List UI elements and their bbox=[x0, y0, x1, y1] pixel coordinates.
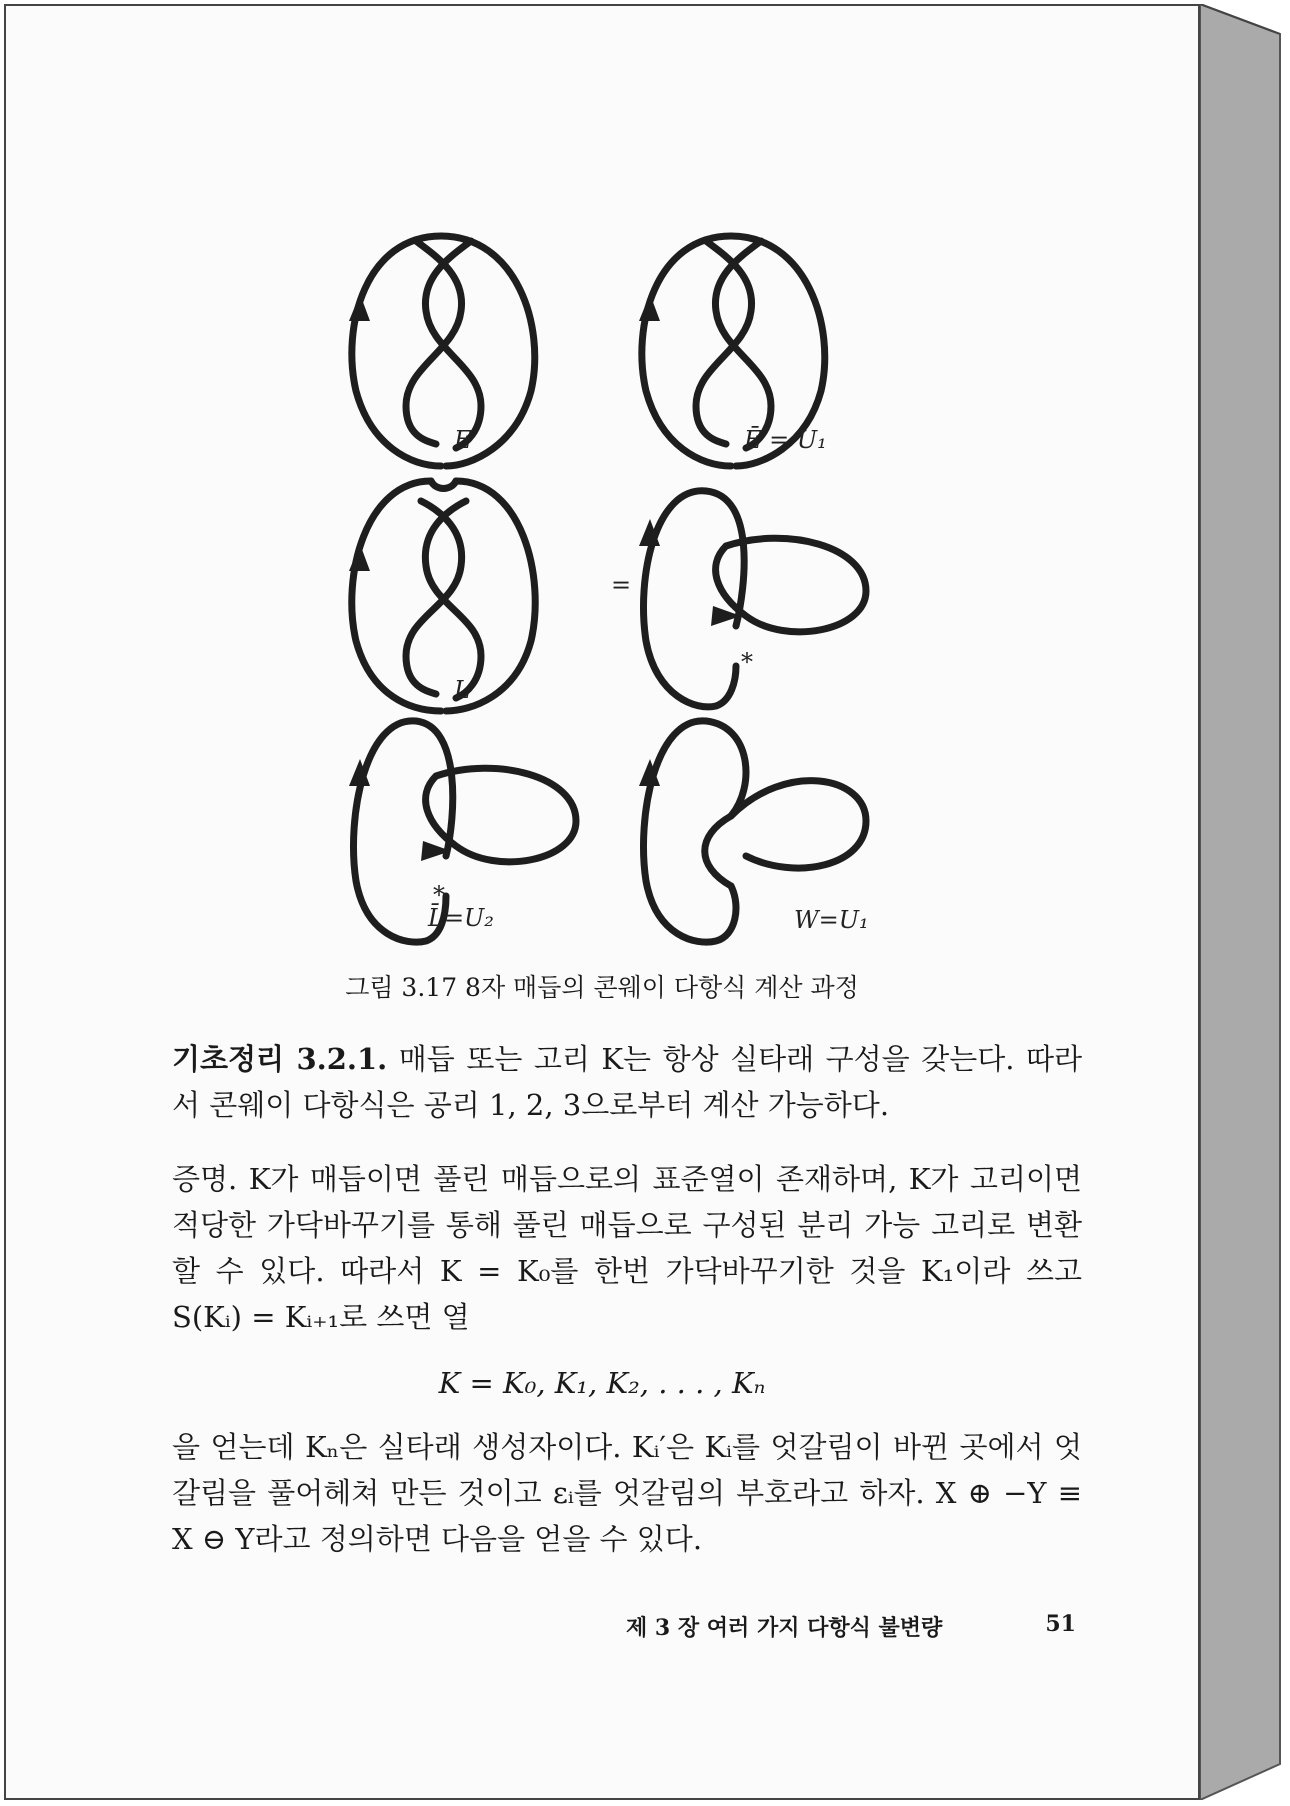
label-e: E bbox=[454, 426, 472, 454]
label-star-2: * bbox=[433, 881, 445, 909]
label-e-bar: Ē = U₁ bbox=[744, 426, 827, 454]
figure-caption: 그림 3.17 8자 매듭의 콘웨이 다항식 계산 과정 bbox=[345, 973, 859, 1002]
knot-figure bbox=[346, 216, 926, 946]
label-l-bar: L̄=U₂ bbox=[428, 904, 494, 932]
book-edge bbox=[1200, 4, 1286, 1800]
knot-e bbox=[352, 236, 535, 466]
lemma-title: 기초정리 3.2.1. bbox=[172, 1042, 388, 1076]
proof-paragraph: 증명. K가 매듭이면 풀린 매듭으로의 표준열이 존재하며, K가 고리이면 적당한 가닥바꾸기를 통해 풀린 매듭으로 구성된 분리 가능 고리로 변환할 수 있다. 따라서 K = K₀를 한번 가닥바꾸기한 것을 K₁이라 쓰고 S(Kᵢ) = Kᵢ₊₁로 쓰면 열 bbox=[172, 1162, 1082, 1334]
knot-l-equals bbox=[644, 491, 867, 707]
arrowheads bbox=[349, 294, 741, 861]
page-footer bbox=[626, 1611, 1076, 1642]
sequence-equation: K = K₀, K₁, K₂, . . . , Kₙ bbox=[438, 1366, 766, 1400]
label-w: W=U₁ bbox=[794, 906, 869, 934]
label-l: L bbox=[454, 676, 470, 704]
lemma-paragraph bbox=[172, 1036, 1082, 1128]
knot-diagrams bbox=[346, 216, 926, 946]
lemma-text: 매듭 또는 고리 K는 항상 실타래 구성을 갖는다. 따라서 콘웨이 다항식은 공리 1, 2, 3으로부터 계산 가능하다. bbox=[172, 1042, 1082, 1122]
after-paragraph: 을 얻는데 Kₙ은 실타래 생성자이다. Kᵢ′은 Kᵢ를 엇갈림이 바뀐 곳에서 엇갈림을 풀어헤쳐 만든 것이고 εᵢ를 엇갈림의 부호라고 하자. X ⊕ −Y ≡ X ⊖ Y라고 정의하면 다음을 얻을 수 있다. bbox=[172, 1430, 1082, 1556]
label-equals: = bbox=[611, 571, 632, 599]
label-star: * bbox=[741, 648, 753, 676]
page-number: 51 bbox=[1045, 1611, 1076, 1637]
book-page bbox=[4, 4, 1200, 1800]
chapter-title: 제 3 장 여러 가지 다항식 불변량 bbox=[626, 1615, 943, 1641]
knot-l bbox=[352, 481, 535, 711]
